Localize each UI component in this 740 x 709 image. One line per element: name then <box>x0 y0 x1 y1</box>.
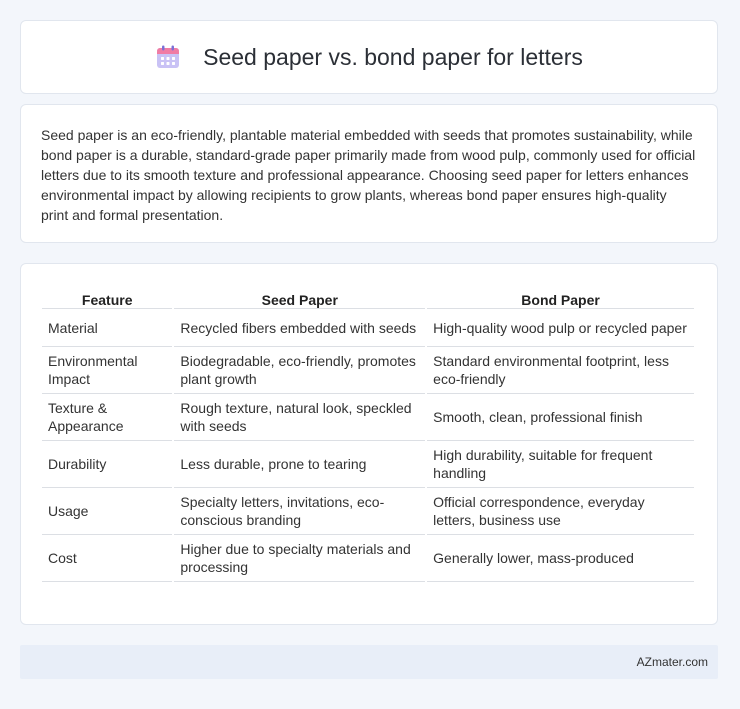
cell-seed-paper: Less durable, prone to tearing <box>174 441 425 488</box>
table-row <box>42 347 694 394</box>
cell-seed-paper: Recycled fibers embedded with seeds <box>174 309 425 347</box>
cell-feature: Durability <box>42 441 172 488</box>
table-row <box>42 535 694 582</box>
table-header-row <box>42 284 694 309</box>
cell-feature: Cost <box>42 535 172 582</box>
comparison-table <box>40 284 696 582</box>
cell-feature: Environmental Impact <box>42 347 172 394</box>
header-bond-paper: Bond Paper <box>427 284 694 309</box>
header-card <box>20 20 718 94</box>
footer-bar <box>20 645 718 679</box>
cell-bond-paper: Standard environmental footprint, less eco-friendly <box>427 347 694 394</box>
page-title: Seed paper vs. bond paper for letters <box>203 43 583 70</box>
summary-card <box>20 104 718 243</box>
cell-seed-paper: Higher due to specialty materials and processing <box>174 535 425 582</box>
cell-seed-paper: Biodegradable, eco-friendly, promotes plant growth <box>174 347 425 394</box>
cell-feature: Texture & Appearance <box>42 394 172 441</box>
header-seed-paper: Seed Paper <box>174 284 425 309</box>
cell-seed-paper: Specialty letters, invitations, eco-conscious branding <box>174 488 425 535</box>
table-card <box>20 263 718 625</box>
cell-bond-paper: High durability, suitable for frequent handling <box>427 441 694 488</box>
header-feature: Feature <box>42 284 172 309</box>
title-wrap <box>155 44 583 71</box>
table-row <box>42 394 694 441</box>
summary-text: Seed paper is an eco-friendly, plantable material embedded with seeds that promotes sustainability, while bond paper is a durable, standard-grade paper primarily made from wood pulp, commonly used for official letters due to its smooth texture and professional appearance. Choosing seed paper for letters enhances environmental impact by allowing recipients to grow plants, whereas bond paper ensures high-quality print and formal presentation. <box>41 127 696 223</box>
cell-bond-paper: Smooth, clean, professional finish <box>427 394 694 441</box>
calendar-icon <box>155 44 181 70</box>
cell-seed-paper: Rough texture, natural look, speckled with seeds <box>174 394 425 441</box>
cell-bond-paper: Generally lower, mass-produced <box>427 535 694 582</box>
table-row <box>42 488 694 535</box>
cell-bond-paper: Official correspondence, everyday letters, business use <box>427 488 694 535</box>
table-row <box>42 441 694 488</box>
footer-brand[interactable]: AZmater.com <box>636 655 708 669</box>
cell-bond-paper: High-quality wood pulp or recycled paper <box>427 309 694 347</box>
cell-feature: Usage <box>42 488 172 535</box>
table-row <box>42 309 694 347</box>
cell-feature: Material <box>42 309 172 347</box>
